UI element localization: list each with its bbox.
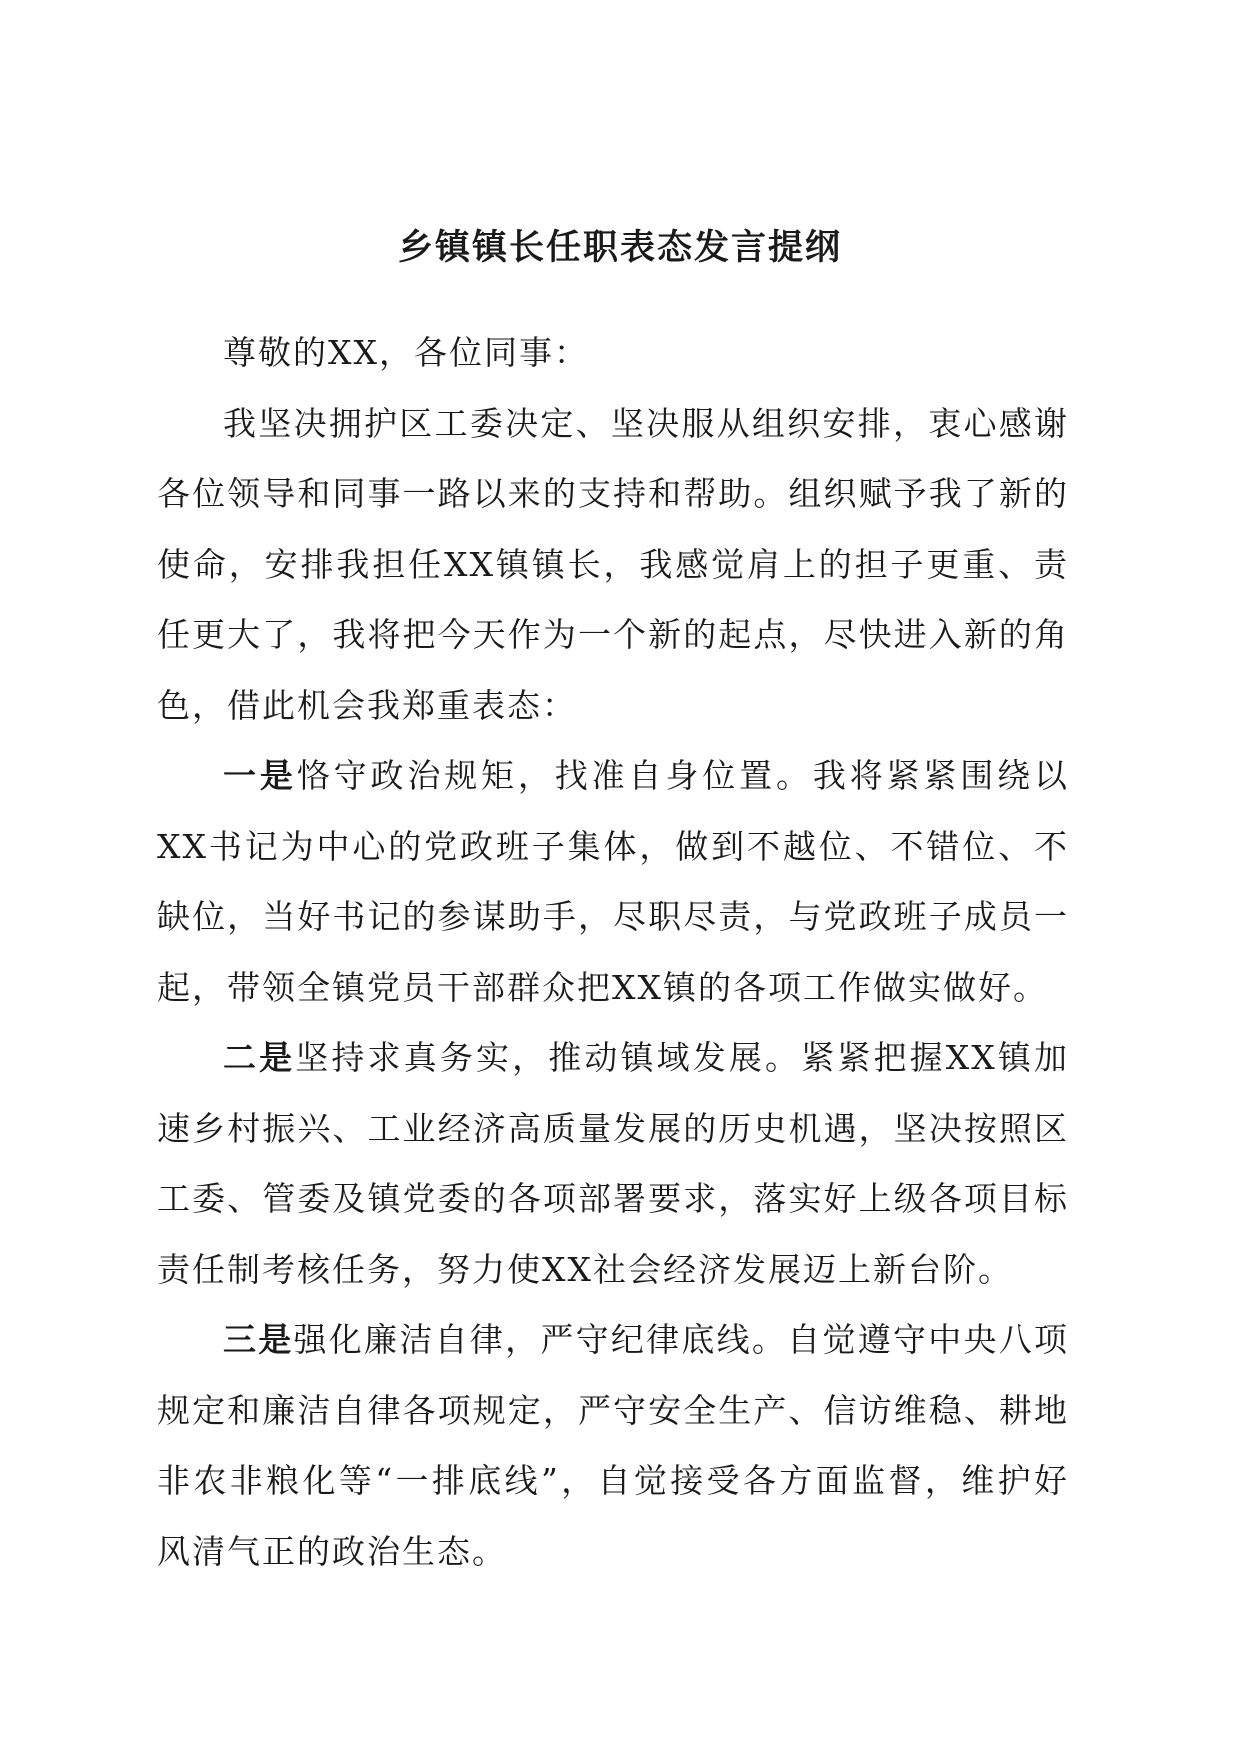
point-lead-2: 二是 bbox=[223, 1038, 296, 1077]
intro-paragraph: 我坚决拥护区工委决定、坚决服从组织安排，衷心感谢各位领导和同事一路以来的支持和帮助。组织赋予我了新的使命，安排我担任XX镇镇长，我感觉肩上的担子更重、责任更大了，我将把今天作为一个新的起点，尽快进入新的角色，借此机会我郑重表态： bbox=[157, 403, 1069, 725]
point-paragraph-2 bbox=[157, 1023, 1069, 1305]
point-text-3: 强化廉洁自律，严守纪律底线。自觉遵守中央八项规定和廉洁自律各项规定，严守安全生产、信访维稳、耕地非农非粮化等“一排底线”，自觉接受各方面监督，维护好风清气正的政治生态。 bbox=[157, 1320, 1070, 1571]
point-paragraph-1 bbox=[157, 741, 1069, 1023]
point-lead-1: 一是 bbox=[223, 756, 297, 795]
document-title: 乡镇镇长任职表态发言提纲 bbox=[397, 227, 842, 268]
point-lead-3: 三是 bbox=[223, 1320, 294, 1359]
point-paragraph-3 bbox=[157, 1305, 1069, 1587]
point-text-1: 恪守政治规矩，找准自身位置。我将紧紧围绕以XX书记为中心的党政班子集体，做到不越位、不错位、不缺位，当好书记的参谋助手，尽职尽责，与党政班子成员一起，带领全镇党员干部群众把XX镇的各项工作做实做好。 bbox=[157, 756, 1070, 1007]
document-body bbox=[157, 318, 1069, 1587]
salutation: 尊敬的XX，各位同事： bbox=[223, 333, 589, 372]
point-text-2: 坚持求真务实，推动镇域发展。紧紧把握XX镇加速乡村振兴、工业经济高质量发展的历史机遇，坚决按照区工委、管委及镇党委的各项部署要求，落实好上级各项目标责任制考核任务，努力使XX社会经济发展迈上新台阶。 bbox=[157, 1038, 1069, 1289]
